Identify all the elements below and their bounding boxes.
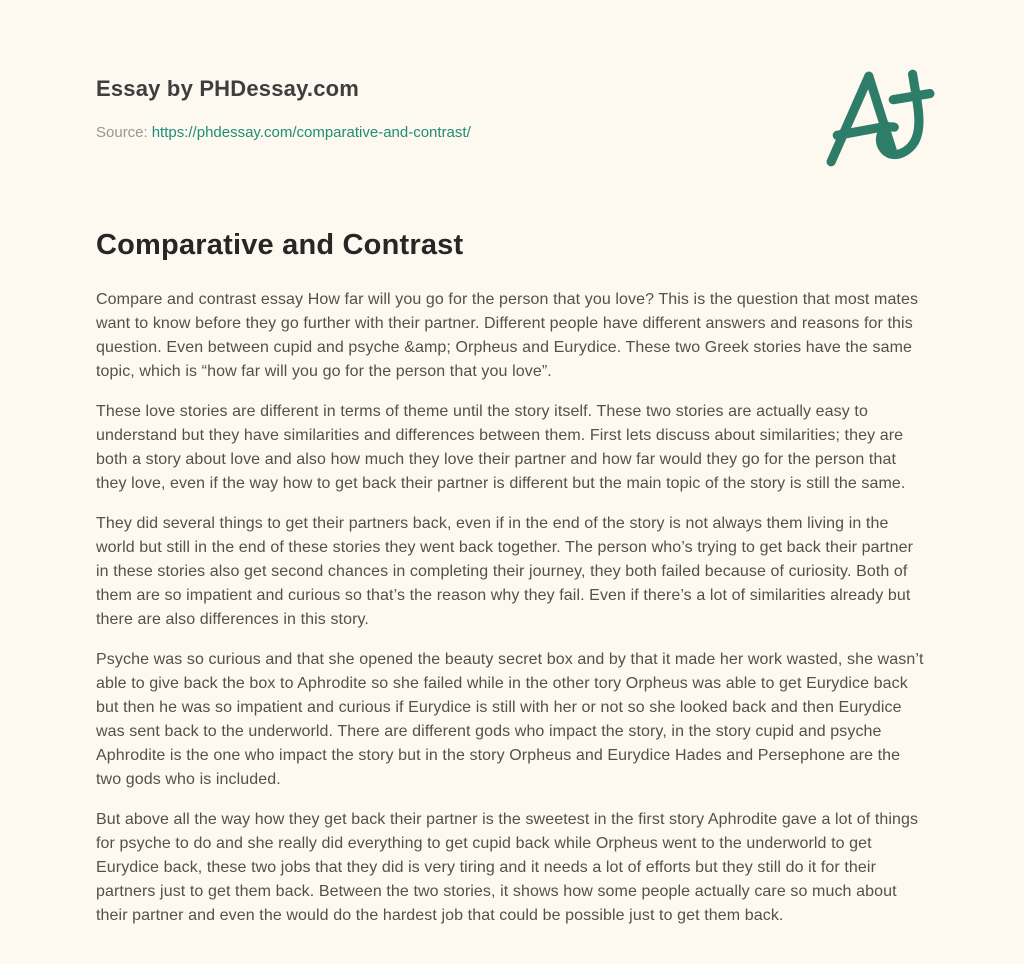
source-label: Source: xyxy=(96,124,148,141)
essay-paragraph-1: Compare and contrast essay How far will you go for the person that you love? This is the question that most mates want to know before they go further with their partner. Different people have different answers and reasons for this question. Even between cupid and psyche &amp; Orpheus and Eurydice. These two Greek stories have the same topic, which is “how far will you go for the person that you love”. xyxy=(96,291,919,380)
page-title: Comparative and Contrast xyxy=(96,229,464,261)
essay-paragraph-5: But above all the way how they get back their partner is the sweetest in the first story Aphrodite gave a lot of things for psyche to do and she really did everything to get cupid back while Orpheus went to the underworld to get Eurydice back, these two jobs that they did is very tiring and it needs a lot of efforts but they still do it for their partners just to get them back. Between the two stories, it shows how some people actually care so much about their partner and even the would do the hardest job that could be possible just to get them back. xyxy=(96,811,919,924)
source-line xyxy=(96,124,928,141)
essay-paragraph-2: These love stories are different in terms of theme until the story itself. These two stories are actually easy to understand but they have similarities and differences between them. First lets discuss about similarities; they are both a story about love and also how much they love their partner and how far would they go for the person that they love, even if the way how to get back their partner is different but the main topic of the story is still the same. xyxy=(96,403,906,492)
a-plus-logo-icon xyxy=(820,62,938,174)
essay-paragraph-3: They did several things to get their partners back, even if in the end of the story is not always them living in the world but still in the end of these stories they went back together. The person who’s trying to get back their partner in these stories also get second chances in completing their journey, they both failed because of curiosity. Both of them are so impatient and curious so that’s the reason why they fail. Even if there’s a lot of similarities already but there are also differences in this story. xyxy=(96,515,913,628)
source-link[interactable]: https://phdessay.com/comparative-and-contrast/ xyxy=(151,124,471,141)
byline: Essay by PHDessay.com xyxy=(96,76,360,101)
essay-body xyxy=(96,288,928,928)
header-text-block xyxy=(96,76,928,141)
essay-paragraph-4: Psyche was so curious and that she opened the beauty secret box and by that it made her work wasted, she wasn’t able to give back the box to Aphrodite so she failed while in the other tory Orpheus was able to get Eurydice back but then he was so impatient and curious if Eurydice is still with her or not so she looked back and then Eurydice was sent back to the underworld. There are different gods who impact the story, in the story cupid and psyche Aphrodite is the one who impact the story but in the story Orpheus and Eurydice Hades and Persephone are the two gods who is included. xyxy=(96,651,924,788)
header xyxy=(96,76,928,141)
